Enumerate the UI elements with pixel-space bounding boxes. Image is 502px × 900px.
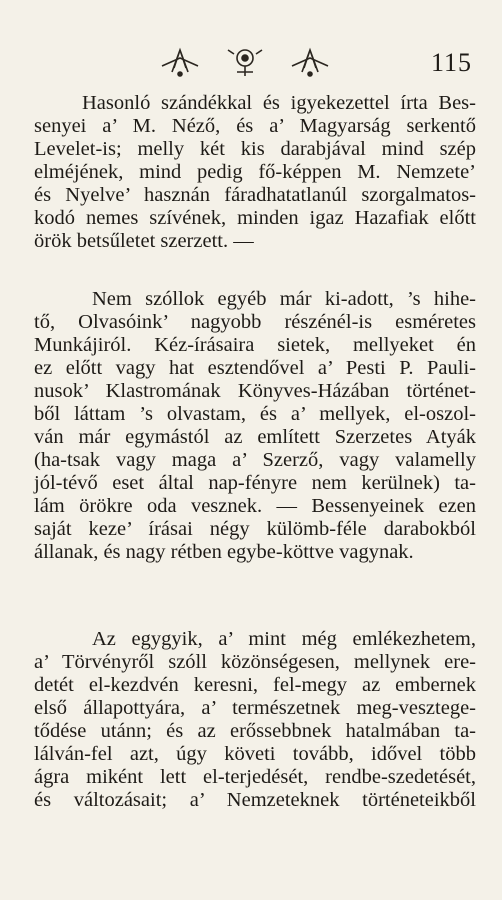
paragraph-2	[34, 288, 476, 564]
text-line: ván már egymástól az említett Szerzetes Atyák	[34, 426, 476, 448]
text-line: ez előtt vagy hat esztendővel a’ Pesti P. Pauli-	[34, 357, 476, 379]
text-line: lálván-fel azt, úgy követi tovább, idővel több	[34, 743, 476, 765]
text-line: első állapottyára, a’ természetnek meg-vesztege-	[34, 697, 476, 719]
text-line: senyei a’ M. Néző, és a’ Magyarság serkentő	[34, 115, 476, 137]
text-line: detét el-kezdvén keresni, fel-megy az embernek	[34, 674, 476, 696]
page-number: 115	[430, 48, 472, 77]
text-line: a’ Törvényről szóll közönségesen, mellynek ere-	[34, 651, 476, 673]
text-line: lám örökre oda vesznek. — Bessenyeinek ezen	[34, 495, 476, 517]
text-line: örök betsűletet szerzett. —	[34, 230, 254, 252]
text-line: elméjének, mind pedig fő-képpen M. Nemzete’	[34, 161, 476, 183]
text-line: Az egygyik, a’ mint még emlékezhetem,	[92, 628, 476, 650]
text-line: (ha-tsak vagy maga a’ Szerző, vagy valamelly	[34, 449, 476, 471]
ornament-left-icon	[162, 50, 198, 76]
text-line: tő, Olvasóink’ nagyobb részénél-is esméretes	[34, 311, 476, 333]
text-line: jól-tévő eset által nap-fényre nem kerülnek) ta-	[34, 472, 476, 494]
text-line: Levelet-is; melly két kis darabjával mind szép	[34, 138, 476, 160]
text-line: Nem szóllok egyéb már ki-adott, ’s hihe-	[92, 288, 476, 310]
text-line: ágra miként lett el-terjedését, rendbe-szedetését,	[34, 766, 476, 788]
text-line: és Nyelve’ hasznán fáradhatatlanúl szorgalmatos-	[34, 184, 476, 206]
text-line: tődése utánn; és az erőssebbnek hatalmában ta-	[34, 720, 476, 742]
paragraph-3	[34, 628, 476, 812]
paragraph-1	[34, 92, 476, 253]
text-line: állanak, és nagy rétben egybe-köttve vagynak.	[34, 541, 414, 563]
text-line: ből láttam ’s olvastam, és a’ mellyek, el-oszol-	[34, 403, 476, 425]
text-line: és változásait; a’ Nemzeteknek történeteikből	[34, 789, 476, 811]
text-line: Munkájiról. Kéz-írásaira sietek, mellyeket én	[34, 334, 476, 356]
ornament-center-icon	[228, 50, 262, 76]
text-line: saját keze’ írásai négy külömb-féle darabokból	[34, 518, 476, 540]
ornament-right-icon	[292, 50, 328, 76]
ornament-row	[150, 44, 340, 78]
text-line: nusok’ Klastromának Könyves-Házában történet-	[34, 380, 476, 402]
text-line: Hasonló szándékkal és igyekezettel írta Bes-	[82, 92, 476, 114]
text-line: kodó nemes szívének, minden igaz Hazafiak előtt	[34, 207, 476, 229]
